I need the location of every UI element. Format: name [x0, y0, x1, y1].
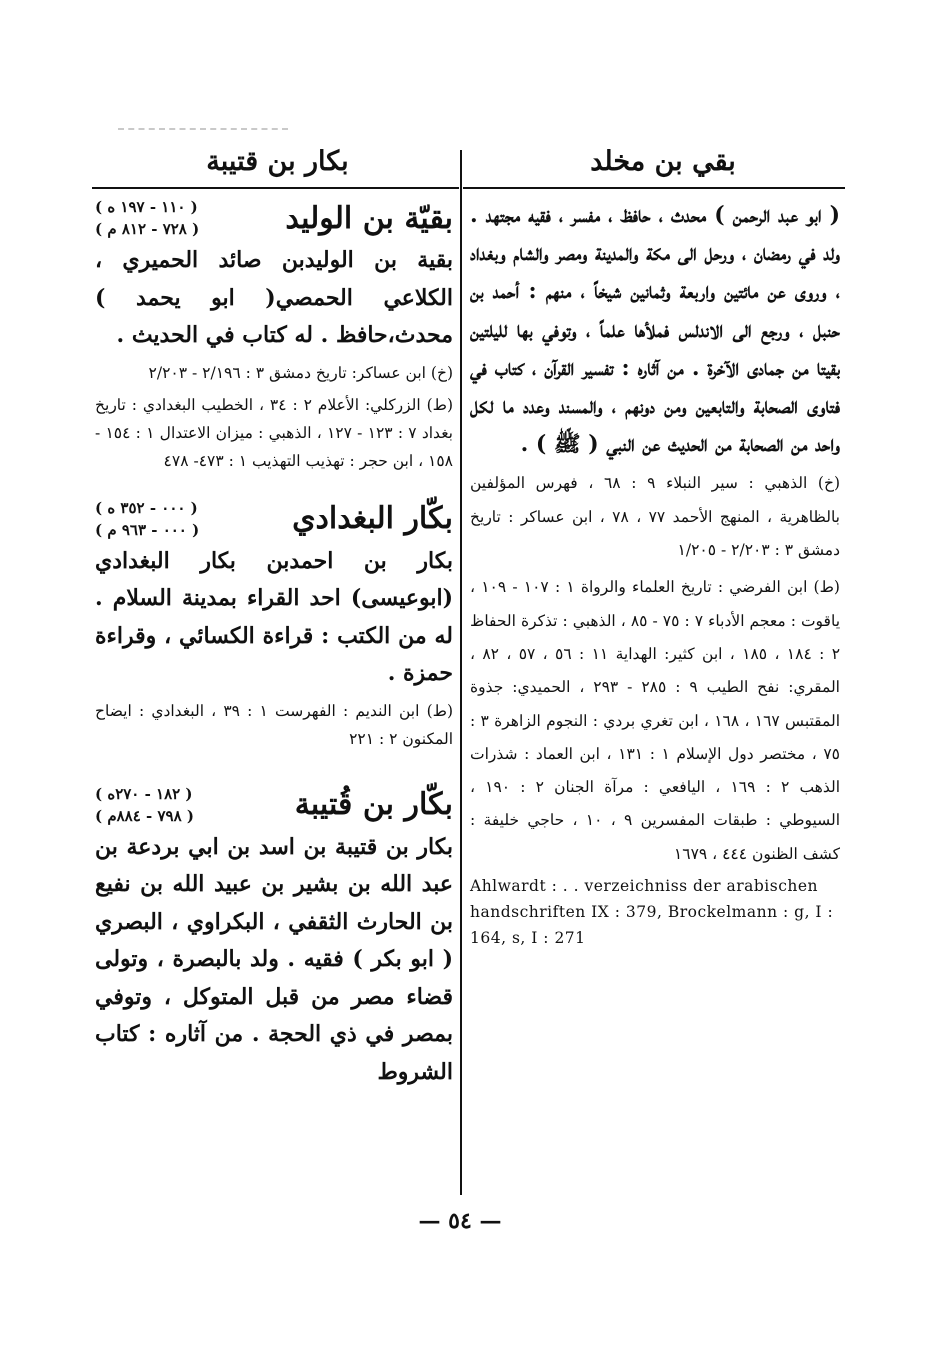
right-column: [470, 196, 840, 951]
entry-baqiyya: [95, 196, 453, 475]
entry-name: بقيّة بن الوليد: [285, 200, 453, 236]
running-header-right: بقي بن مخلد: [590, 146, 736, 177]
entry-ref-manuscripts: (خ) ابن عساكر: تاريخ دمشق ٣ : ٢/١٩٦ - ٢/٢٠٣: [148, 363, 453, 382]
entry-heading: [95, 196, 453, 240]
entry-ref-printed: (ط) ابن النديم : الفهرست ١ : ٣٩ ، البغدادي : ايضاح المكنون ٢ : ٢٢١: [95, 701, 454, 748]
faint-dash-mark: [118, 128, 288, 130]
entry-name: بكّار البغدادي: [292, 501, 453, 536]
entry-body: بكار بن احمدبن بكار البغدادي (ابوعيسى) احد القراء بمدينة السلام . له من الكتب : قراءة الكسائي ، وقراءة حمزة .: [95, 547, 453, 686]
entry-ref-western: Ahlwardt : . . verzeichniss der arabischen handschriften IX : 379, Brockelmann : g, I : 164, s, I : 271: [470, 876, 834, 947]
dates-gregorian: ( ٧٩٨ - ٨٨٤م ): [95, 806, 194, 825]
entry-bakkar-baghdadi: [95, 497, 453, 753]
entry-heading: [95, 783, 453, 827]
column-divider: [460, 150, 462, 1195]
entry-dates: [95, 196, 199, 240]
entry-body: بكار بن قتيبة بن اسد بن ابي بردعة بن عبد الله بن بشير بن عبيد الله بن نفيع بن الحارث الثقفي ، البكراوي ، البصري ( ابو بكر ) فقيه . ولد بالبصرة ، وتولى قضاء مصر من قبل المتوكل ، وتوفي بمصر في ذي الحجة . من آثاره : كتاب الشروط: [95, 833, 453, 1085]
header-rule-right: [463, 187, 845, 189]
dates-hijri: ( ١١٠ - ١٩٧ ه ): [95, 198, 198, 216]
entry-bakkar-qutayba: [95, 783, 453, 1092]
entry-dates: [95, 783, 194, 827]
entry-name: بكّار بن قُتيبة: [294, 787, 453, 822]
running-header-left: بكار بن قتيبة: [206, 146, 349, 177]
entry-ref-printed: (ط) ابن الفرضي : تاريخ العلماء والرواة ١ : ١٠٧ - ١٠٩ ، ياقوت : معجم الأدباء ٧ : ٧٥ - ٨٥ ، الذهبي : تذكرة الحفاظ ٢ : ١٨٤ ، ١٨٥ ، ابن كثير: الهداية ١١ : ٥٦ ، ٥٧ ، ٨٢ ، المقري: نفح الطيب ٩ : ٢٨٥ - ٢٩٣ ، الحميدي: جذوة المقتبس ١٦٧ ، ١٦٨ ، ابن تغري بردي : النجوم الزاهرة ٣ : ٧٥ ، مختصر دول الإسلام ١ : ١٣١ ، ابن العماد : شذرات الذهب ٢ : ١٦٩ ، اليافعي : مرآة الجنان ٢ : ١٩٠ ، السيوطي : طبقات المفسرين ٩ ، ١٠ ، حاجي خليفة : كشف الظنون ٤٤٤ ، ١٦٧٩: [470, 578, 841, 863]
header-rule-left: [92, 187, 459, 189]
entry-body-continued: ( ابو عبد الرحمن ) محدث ، حافظ ، مفسر ، فقيه مجتهد . ولد في رمضان ، ورحل الى مكة والمدينة ومصر والشام وبغداد ، وروى عن مائتين واربعة وثمانين شيخاً ، منهم : أحمد بن حنبل ، ورجع الى الاندلس فملأها علماً ، وتوفي بها لليلتين بقيتا من جمادى الآخرة . من آثاره : تفسير القرآن ، كتاب في فتاوى الصحابة والتابعين ومن دونهم ، والمسند وعدد ما لكل واحد من الصحابة من الحديث عن النبي ( ﷺ ) .: [470, 202, 840, 458]
left-column: [95, 196, 453, 1091]
dates-hijri: ( ١٨٢ - ٢٧٠ه ): [95, 784, 193, 803]
page-number: — ٥٤ —: [418, 1208, 502, 1234]
entry-body: بقية بن الوليدبن صائد الحميري ، الكلاعي الحمصي( ابو يحمد ) محدث،حافظ . له كتاب في الحديث .: [95, 247, 453, 348]
dates-gregorian: ( ٧٢٨ - ٨١٢ م ): [95, 220, 200, 238]
entry-ref-manuscripts: (خ) الذهبي : سير النبلاء ٩ : ٦٨ ، فهرس المؤلفين بالظاهرية ، المنهج الأحمد ٧٧ ، ٧٨ ، ابن عساكر : تاريخ دمشق ٣ : ٢/٢٠٣ - ١/٢٠٥: [470, 474, 841, 560]
entry-dates: [95, 497, 199, 541]
dates-hijri: ( ٠٠٠ - ٣٥٢ ه ): [95, 498, 198, 517]
dates-gregorian: ( ٠٠٠ - ٩٦٣ م ): [95, 520, 200, 539]
entry-heading: [95, 497, 453, 541]
entry-ref-printed: (ط) الزركلي: الأعلام ٢ : ٣٤ ، الخطيب البغدادي : تاريخ بغداد ٧ : ١٢٣ - ١٢٧ ، الذهبي : ميزان الاعتدال ١ : ١٥٤ - ١٥٨ ، ابن حجر : تهذيب التهذيب ١ : ٤٧٣- ٤٧٨: [95, 395, 453, 470]
